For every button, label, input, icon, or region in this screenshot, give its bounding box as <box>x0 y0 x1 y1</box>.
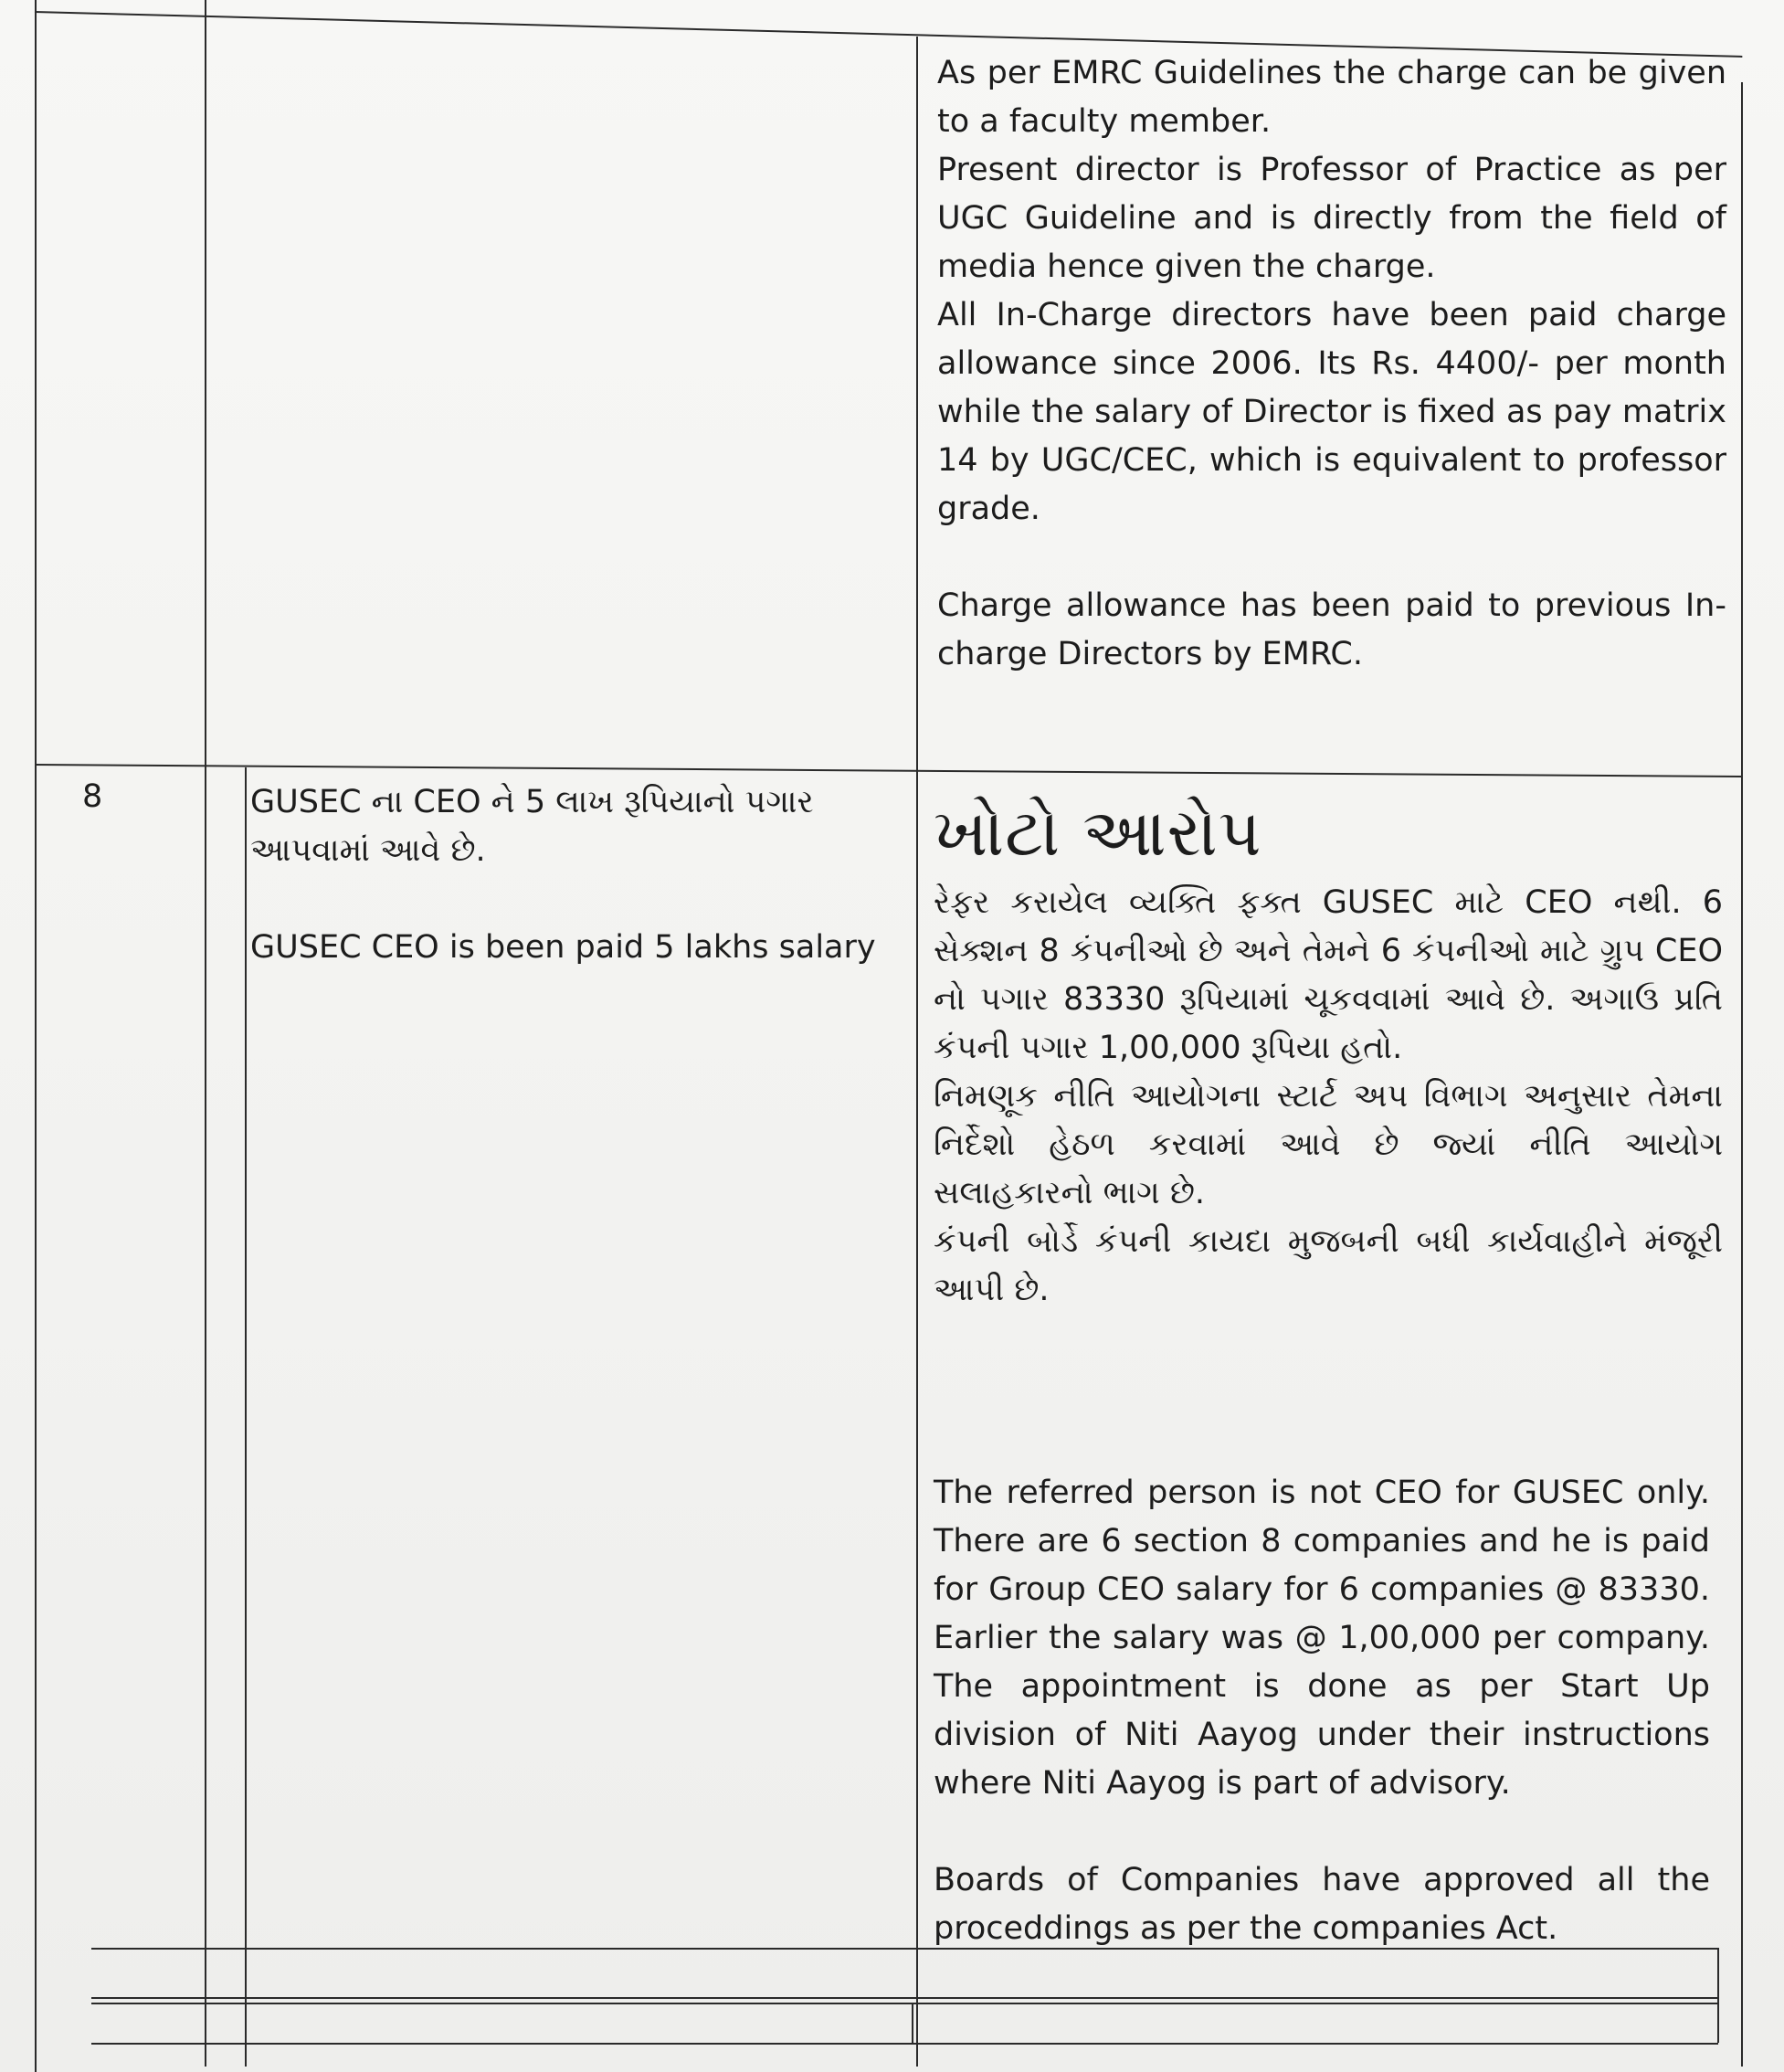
allegation-gujarati: GUSEC ના CEO ને 5 લાખ રૂપિયાનો પગાર આપવામાં આવે છે. <box>250 784 814 869</box>
response-paragraph: Present director is Professor of Practice as per UGC Guideline and is directly from the field of media hence given the charge. <box>937 152 1726 285</box>
allegation-cell <box>250 778 899 972</box>
table-bottom-border <box>91 2043 1718 2045</box>
table-border-left <box>35 0 37 2072</box>
column-divider-3 <box>916 37 918 2067</box>
table-border-right <box>1741 82 1743 2067</box>
response-gujarati-paragraph: નિમણૂક નીતિ આયોગના સ્ટાર્ટ અપ વિભાગ અનુસાર તેમના નિર્દેશો હેઠળ કરવામાં આવે છે જ્યાં નીતિ આયોગ સલાહકારનો ભાગ છે. <box>934 1078 1723 1211</box>
empty-row-right <box>1717 1948 1719 2043</box>
response-english <box>934 1469 1710 1953</box>
empty-row-col-2 <box>912 2003 913 2043</box>
response-cell <box>934 791 1723 1315</box>
row-divider-empty-2 <box>91 2003 1718 2004</box>
column-divider-2 <box>245 767 247 2067</box>
row-number: 8 <box>82 778 103 815</box>
previous-row-response <box>937 49 1726 679</box>
allegation-english: GUSEC CEO is been paid 5 lakhs salary <box>250 929 876 966</box>
response-headline: ખોટો આરોપ <box>934 794 1262 871</box>
response-english-paragraph: Boards of Companies have approved all the proceddings as per the companies Act. <box>934 1862 1710 1947</box>
row-divider-empty-1 <box>91 1997 1718 1999</box>
column-divider-1 <box>205 0 206 2067</box>
response-paragraph: As per EMRC Guidelines the charge can be given to a faculty member. <box>937 55 1726 140</box>
row-divider-7-8 <box>35 764 1743 777</box>
response-gujarati-paragraph: રેફર કરાયેલ વ્યક્તિ ફક્ત GUSEC માટે CEO નથી. 6 સેક્શન 8 કંપનીઓ છે અને તેમને 6 કંપનીઓ માટે ગ્રુપ CEO નો પગાર 83330 રૂપિયામાં ચૂકવવામાં આવે છે. અગાઉ પ્રતિ કંપની પગાર 1,00,000 રૂપિયા હતો. <box>934 884 1723 1066</box>
empty-row-col-1 <box>245 1948 247 2043</box>
response-english-paragraph: The referred person is not CEO for GUSEC only. There are 6 section 8 companies and he is paid for Group CEO salary for 6 companies @ 83330. Earlier the salary was @ 1,00,000 per company. The appointment is done as per Start Up division of Niti Aayog under their instructions where Niti Aayog is part of advisory. <box>934 1475 1710 1802</box>
response-paragraph: All In-Charge directors have been paid charge allowance since 2006. Its Rs. 4400/- per month while the salary of Director is fixed as pay matrix 14 by UGC/CEC, which is equivalent to professor grade. <box>937 297 1726 527</box>
response-paragraph: Charge allowance has been paid to previous In-charge Directors by EMRC. <box>937 587 1726 672</box>
response-gujarati-paragraph: કંપની બોર્ડે કંપની કાયદા મુજબની બધી કાર્યવાહીને મંજૂરી આપી છે. <box>934 1223 1723 1308</box>
